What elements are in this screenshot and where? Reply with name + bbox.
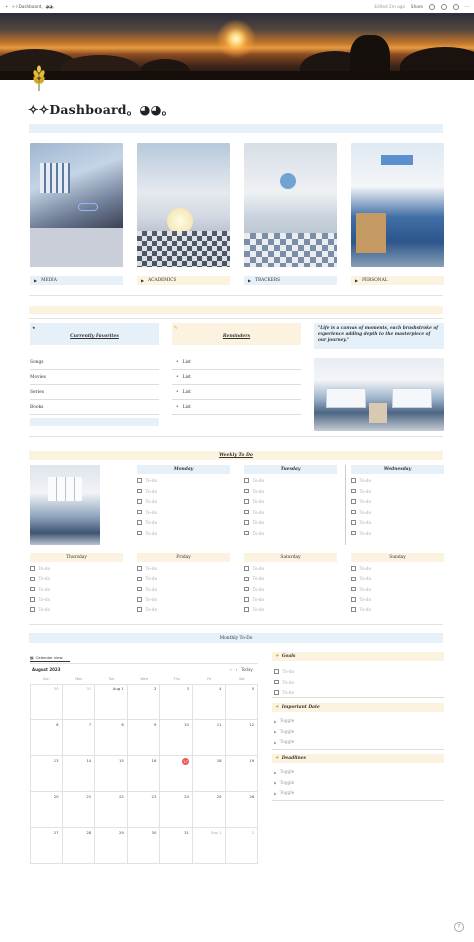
calendar-day-cell[interactable] [193,684,226,720]
calendar-day-cell[interactable] [226,684,259,720]
goal-todo-item[interactable]: To-do [274,667,442,676]
checkbox[interactable] [351,499,356,504]
checkbox[interactable] [351,607,356,612]
checkbox[interactable] [351,510,356,515]
toggle-arrow-icon[interactable]: ▶ [274,791,277,796]
calendar-day-cell[interactable] [63,792,96,828]
weekly-todo-item[interactable]: To-do [137,497,230,506]
page-title: ✧✧Dashboard。◕◕。 [28,102,175,117]
calendar-day-cell[interactable] [160,720,193,756]
weekly-todo-item[interactable]: To-do [30,564,123,573]
checkbox[interactable] [351,531,356,536]
weekly-todo-item[interactable]: To-do [351,564,444,573]
weekly-todo-item[interactable]: To-do [137,518,230,527]
toggle-item[interactable]: ▶ Toggle [274,740,295,745]
checkbox[interactable] [244,597,249,602]
toggle-arrow-icon[interactable]: ▶ [274,740,277,745]
checkbox[interactable] [244,531,249,536]
calendar-day-cell[interactable] [226,720,259,756]
calendar-date: 6 [56,722,59,727]
gallery-label-media[interactable]: ▶ MEDIA [30,276,123,285]
help-button[interactable]: ? [454,922,464,932]
calendar-date: 11 [216,722,222,727]
weekly-image [30,465,100,545]
day-header-wednesday: Wednesday [351,465,444,474]
checkbox[interactable] [244,510,249,515]
calendar-day-cell[interactable] [30,792,63,828]
checkbox[interactable] [244,577,249,582]
weekly-todo-item[interactable]: To-do [137,585,230,594]
checkbox[interactable] [137,489,142,494]
calendar-date: 5 [251,686,255,691]
checkbox[interactable] [137,577,142,582]
weekly-header-band [29,451,443,460]
weekly-todo-item[interactable]: To-do [351,476,444,485]
checkbox[interactable] [351,597,356,602]
calendar-date: 30 [151,830,157,835]
day-header-friday: Friday [137,553,230,562]
favorites-icon: ★ [32,325,36,330]
checkbox[interactable] [244,607,249,612]
checkbox[interactable] [137,520,142,525]
checkbox[interactable] [351,489,356,494]
calendar-date: Aug 1 [112,686,124,691]
checkbox[interactable] [244,566,249,571]
weekly-todo-item[interactable]: To-do [244,605,337,614]
weekly-todo-item[interactable]: To-do [244,564,337,573]
star-icon[interactable] [453,4,459,10]
divider [30,663,258,664]
weekly-todo-item[interactable]: To-do [30,605,123,614]
calendar-day-cell[interactable] [63,684,96,720]
checkbox[interactable] [351,577,356,582]
calendar-day-cell[interactable] [226,828,259,864]
checkbox[interactable] [351,566,356,571]
calendar-day-cell[interactable] [160,792,193,828]
calendar-day-cell[interactable] [95,720,128,756]
checkbox[interactable] [137,478,142,483]
weekly-todo-item[interactable]: To-do [351,574,444,583]
calendar-dow-label: Sun [43,677,50,681]
calendar-date: 27 [53,830,59,835]
share-button[interactable]: Share [410,4,423,9]
checkbox[interactable] [244,587,249,592]
calendar-date: 20 [53,794,59,799]
calendar-date: 14 [86,758,92,763]
gallery-image-academics[interactable] [137,143,230,267]
goals-header-band: ✦ Goals [272,652,444,661]
weekly-todo-item[interactable]: To-do [244,508,337,517]
calendar-date: 31 [86,686,92,691]
gallery-image-media[interactable] [30,143,123,267]
weekly-todo-item[interactable]: To-do [351,497,444,506]
checkbox[interactable] [351,478,356,483]
weekly-todo-item[interactable]: To-do [30,595,123,604]
calendar-day-cell[interactable] [95,792,128,828]
calendar-day-cell[interactable] [63,756,96,792]
goals-icon: ✦ [275,654,279,659]
calendar-date: 10 [184,722,189,727]
checkbox[interactable] [274,669,279,674]
calendar-day-cell[interactable] [128,684,161,720]
calendar-date: 23 [151,794,157,799]
calendar-day-cell[interactable] [193,720,226,756]
calendar-today-date: 17 [183,759,188,764]
calendar-date: 2 [153,686,157,691]
calendar-day-cell[interactable] [128,720,161,756]
reminders-callout [172,323,301,345]
favorites-item[interactable]: Songs [30,355,159,370]
calendar-day-cell[interactable] [160,684,193,720]
checkbox[interactable] [137,597,142,602]
favorites-callout [30,323,159,345]
divider [29,295,443,296]
calendar-date: 18 [216,758,222,763]
calendar-dow-label: Wed [140,677,148,681]
calendar-day-cell[interactable] [128,828,161,864]
weekly-todo-item[interactable]: To-do [244,487,337,496]
goal-todo-item[interactable]: To-do [274,678,442,687]
deadlines-header-band: ✦ Deadlines [272,754,444,763]
weekly-todo-item[interactable]: To-do [137,605,230,614]
calendar-date: 31 [184,830,189,835]
important-icon: ✦ [275,705,279,710]
calendar-date: 21 [86,794,92,799]
gallery-label-personal[interactable]: ▶ PERSONAL [351,276,444,285]
calendar-date: 28 [86,830,92,835]
day-header-thursday: Thursday [30,553,123,562]
cover-image [0,13,474,80]
calendar-dow-label: Sat [239,677,245,681]
toggle-item[interactable]: ▶ Toggle [274,791,295,796]
weekly-todo-item[interactable]: To-do [244,476,337,485]
reminders-item[interactable]: • List [172,355,301,370]
calendar-day-cell[interactable] [30,828,63,864]
section-band [29,306,443,314]
divider [29,318,443,319]
weekly-todo-item[interactable]: To-do [351,518,444,527]
calendar-date: 19 [249,758,255,763]
calendar-day-cell[interactable] [30,756,63,792]
calendar-day-cell[interactable] [95,684,128,720]
day-header-saturday: Saturday [244,553,337,562]
favorites-item[interactable]: Series [30,385,159,400]
triangle-icon: ▶ [34,278,38,283]
prev-month-icon[interactable]: ‹ [230,667,232,672]
weekly-todo-item[interactable]: To-do [137,529,230,538]
checkbox[interactable] [137,531,142,536]
more-icon[interactable]: ··· [465,4,469,9]
calendar-month: August 2023 [32,667,61,672]
history-icon[interactable] [441,4,447,10]
weekly-todo-item[interactable]: To-do [137,476,230,485]
favorites-header: Currently Favorites [70,334,119,339]
calendar-icon: ▦ [30,655,34,660]
weekly-todo-item[interactable]: To-do [351,529,444,538]
checkbox[interactable] [244,520,249,525]
triangle-icon: ▶ [248,278,252,283]
toggle-arrow-icon[interactable]: ▶ [274,730,277,734]
weekly-todo-item[interactable]: To-do [351,508,444,517]
calendar-dow-label: Tue [108,677,115,681]
divider [29,624,443,625]
comment-icon[interactable] [429,4,435,10]
calendar-day-cell[interactable] [160,756,193,792]
checkbox[interactable] [274,690,279,695]
weekly-todo-item[interactable]: To-do [351,595,444,604]
calendar-dow-label: Mon [75,677,83,681]
checkbox[interactable] [30,566,35,571]
monthly-title: Monthly To-Do [219,635,253,641]
deadlines-icon: ✦ [275,756,279,761]
triangle-icon: ▶ [141,278,145,283]
divider [29,436,443,437]
page-icon-small: ✦ [5,4,9,9]
weekly-todo-item[interactable]: To-do [137,508,230,517]
calendar-date: 26 [249,794,255,799]
checkbox[interactable] [30,607,35,612]
calendar-day-cell[interactable] [63,720,96,756]
toggle-item[interactable]: ▶ Toggle [274,780,295,786]
calendar-day-cell[interactable] [160,828,193,864]
gallery-label-academics[interactable]: ▶ ACADEMICS [137,276,230,285]
checkbox[interactable] [244,499,249,504]
weekly-todo-item[interactable]: To-do [351,585,444,594]
weekly-todo-item[interactable]: To-do [30,574,123,583]
quote-callout [314,323,444,349]
toggle-item[interactable]: ▶ Toggle [274,719,295,724]
weekly-todo-item[interactable]: To-do [244,497,337,506]
day-header-tuesday: Tuesday [244,465,337,474]
reminders-header: Reminders [222,334,251,339]
calendar-day-cell[interactable] [128,792,161,828]
weekly-todo-item[interactable]: To-do [30,585,123,594]
checkbox[interactable] [351,520,356,525]
reminders-item[interactable]: • List [172,370,301,385]
checkbox[interactable] [244,489,249,494]
quote-text: "Life is a canvas of moments, each brushstroke of experience adding depth to the masterpiece of our journey." [318,326,439,343]
reminders-item[interactable]: • List [172,400,301,415]
calendar-day-cell[interactable] [63,828,96,864]
wheat-icon [28,64,50,92]
calendar-day-cell[interactable] [226,756,259,792]
weekly-todo-item[interactable]: To-do [244,595,337,604]
important-header-band: ✦ Important Date [272,703,444,712]
calendar-date: 29 [118,830,124,835]
checkbox[interactable] [137,566,142,571]
reminders-icon: ✎ [174,325,178,330]
calendar-date: 9 [153,722,157,727]
day-header-monday: Monday [137,465,230,474]
calendar-day-cell[interactable] [193,756,226,792]
calendar-day-cell[interactable] [30,684,63,720]
calendar-date: 15 [118,758,124,763]
checkbox[interactable] [137,607,142,612]
monthly-header-band [29,633,443,643]
checkbox[interactable] [244,478,249,483]
calendar-day-cell[interactable] [193,792,226,828]
calendar-day-cell[interactable] [193,828,226,864]
today-button[interactable]: Today [241,667,253,672]
weekly-todo-item[interactable]: To-do [244,585,337,594]
checkbox[interactable] [351,587,356,592]
breadcrumb[interactable]: ✧✧Dashboard。◕◕。 [11,3,57,9]
weekly-todo-item[interactable]: To-do [351,487,444,496]
goal-todo-item[interactable]: To-do [274,688,442,697]
calendar-dow-label: Fri [207,677,212,681]
toggle-arrow-icon[interactable]: ▶ [274,719,277,724]
calendar-day-cell[interactable] [226,792,259,828]
checkbox[interactable] [30,597,35,602]
weekly-todo-item[interactable]: To-do [351,605,444,614]
favorites-item[interactable]: Books [30,400,159,415]
edited-status: Edited 2m ago [374,4,405,9]
calendar-nav[interactable] [230,667,253,672]
divider [272,749,444,750]
calendar-date: 22 [118,794,124,799]
divider [272,800,444,801]
checkbox[interactable] [137,499,142,504]
checkbox[interactable] [137,510,142,515]
checkbox[interactable] [137,587,142,592]
triangle-icon: ▶ [355,278,359,283]
weekly-todo-item[interactable]: To-do [137,574,230,583]
calendar-day-cell[interactable] [30,720,63,756]
calendar-date: 13 [53,758,59,763]
calendar-date: 8 [121,722,124,727]
toggle-arrow-icon[interactable]: ▶ [274,770,277,775]
gallery-image-trackers[interactable] [244,143,337,267]
weekly-title: Weekly To Do [219,453,253,458]
favorites-item[interactable]: Movies [30,370,159,385]
top-bar [0,0,474,13]
calendar-day-cell[interactable] [95,828,128,864]
weekly-todo-item[interactable]: To-do [244,518,337,527]
weekly-todo-item[interactable]: To-do [244,574,337,583]
calendar-date: 25 [216,794,222,799]
title-divider-band [29,124,443,133]
calendar-date: 3 [186,686,189,691]
weekly-todo-item[interactable]: To-do [137,487,230,496]
calendar-date: 2 [251,830,255,835]
favorites-footer-band [30,418,159,426]
calendar-day-cell[interactable] [95,756,128,792]
calendar-day-cell[interactable] [128,756,161,792]
calendar-date: Sep 1 [210,830,222,835]
calendar-view-tab[interactable]: ▦ Calendar view [30,654,70,662]
checkbox[interactable] [274,680,279,685]
weekly-todo-item[interactable]: To-do [137,595,230,604]
weekly-todo-item[interactable]: To-do [137,564,230,573]
column-divider [345,465,346,545]
toggle-arrow-icon[interactable]: ▶ [274,781,277,785]
calendar-date: 24 [184,794,189,799]
gallery-label-trackers[interactable]: ▶ TRACKERS [244,276,337,285]
calendar-date: 16 [151,758,157,763]
calendar-dow-label: Thu [173,677,180,681]
calendar-date: 4 [219,686,222,691]
gallery-image-personal[interactable] [351,143,444,267]
reminders-item[interactable]: • List [172,385,301,400]
toggle-item[interactable]: ▶ Toggle [274,770,295,775]
bedroom-image [314,358,444,431]
calendar-date: 30 [53,686,59,691]
checkbox[interactable] [30,587,35,592]
checkbox[interactable] [30,577,35,582]
toggle-item[interactable]: ▶ Toggle [274,729,295,735]
day-header-sunday: Sunday [351,553,444,562]
divider [272,697,444,698]
calendar-date: 7 [88,722,92,727]
next-month-icon[interactable]: › [235,667,238,672]
weekly-todo-item[interactable]: To-do [244,529,337,538]
calendar-date: 12 [249,722,255,727]
